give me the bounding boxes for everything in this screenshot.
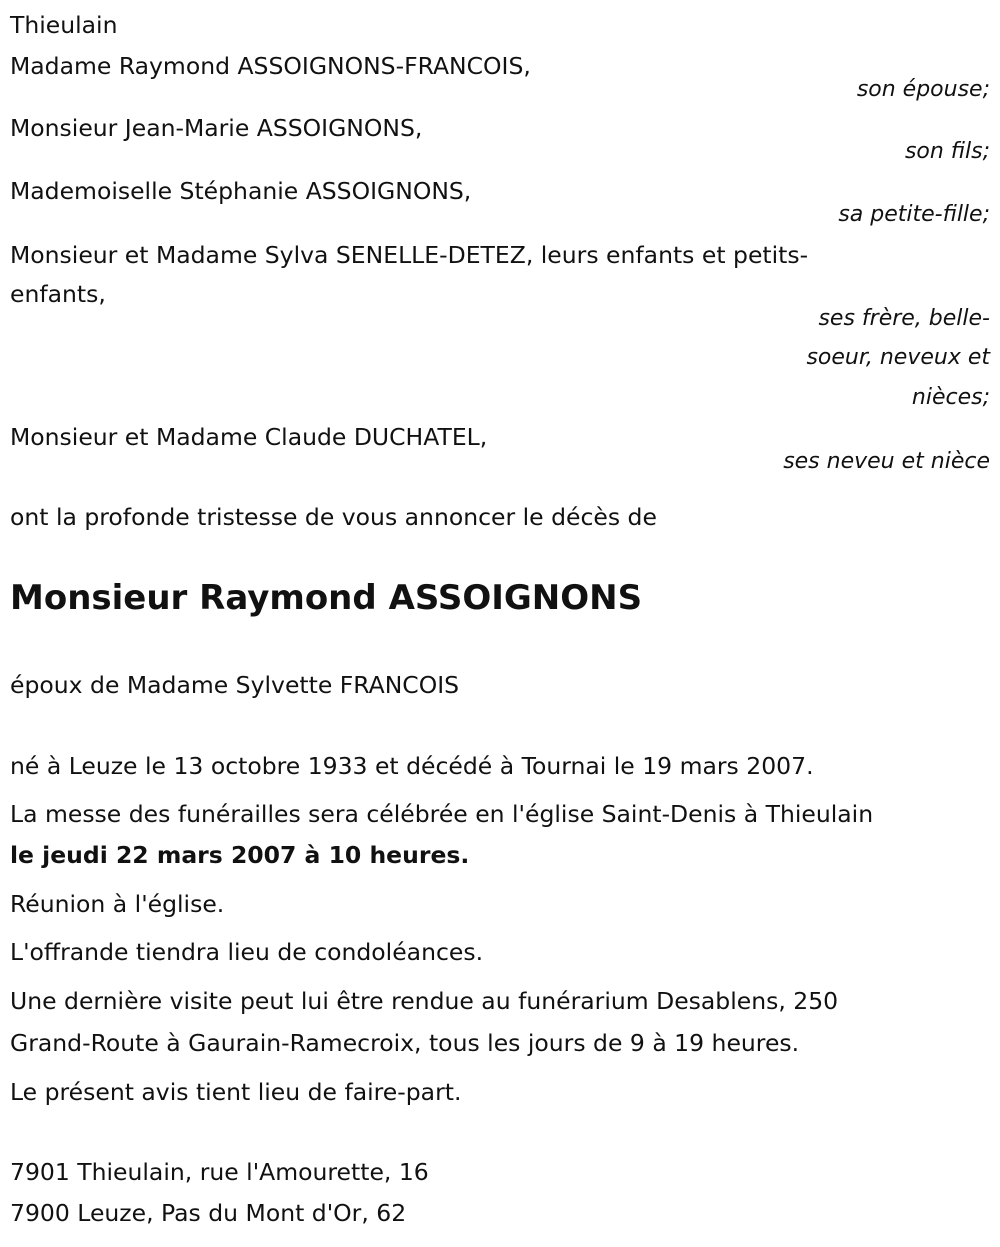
address-line: 7900 Leuze, Pas du Mont d'Or, 62: [10, 1199, 407, 1227]
relation-text: nièces;: [911, 385, 990, 410]
family-line: Monsieur et Madame Claude DUCHATEL,: [10, 423, 488, 451]
announcement-text: ont la profonde tristesse de vous annoncer le décès de: [10, 503, 657, 531]
meeting-text: Réunion à l'église.: [10, 890, 225, 918]
relation-text: soeur, neveux et: [806, 345, 990, 370]
family-line: enfants,: [10, 280, 106, 308]
relation-text: sa petite-fille;: [838, 202, 990, 227]
address-line: 7901 Thieulain, rue l'Amourette, 16: [10, 1158, 429, 1186]
birth-death-text: né à Leuze le 13 octobre 1933 et décédé à Tournai le 19 mars 2007.: [10, 752, 814, 780]
family-line: Madame Raymond ASSOIGNONS-FRANCOIS,: [10, 52, 531, 80]
notice-text: Le présent avis tient lieu de faire-part.: [10, 1078, 462, 1106]
relation-text: ses frère, belle-: [818, 306, 990, 331]
relation-text: son épouse;: [856, 77, 990, 102]
deceased-name: Monsieur Raymond ASSOIGNONS: [10, 578, 643, 618]
relation-text: son fils;: [904, 139, 990, 164]
mass-date: le jeudi 22 mars 2007 à 10 heures.: [10, 841, 470, 869]
spouse-text: époux de Madame Sylvette FRANCOIS: [10, 671, 460, 699]
offering-text: L'offrande tiendra lieu de condoléances.: [10, 938, 484, 966]
family-line: Monsieur Jean-Marie ASSOIGNONS,: [10, 114, 423, 142]
visit-text: Grand-Route à Gaurain-Ramecroix, tous les jours de 9 à 19 heures.: [10, 1029, 800, 1057]
family-line: Monsieur et Madame Sylva SENELLE-DETEZ, leurs enfants et petits-: [10, 241, 809, 269]
family-line: Mademoiselle Stéphanie ASSOIGNONS,: [10, 177, 472, 205]
relation-text: ses neveu et nièce: [783, 449, 990, 474]
visit-text: Une dernière visite peut lui être rendue au funérarium Desablens, 250: [10, 987, 839, 1015]
family-line: Thieulain: [10, 11, 118, 39]
mass-text: La messe des funérailles sera célébrée en l'église Saint-Denis à Thieulain: [10, 800, 874, 828]
